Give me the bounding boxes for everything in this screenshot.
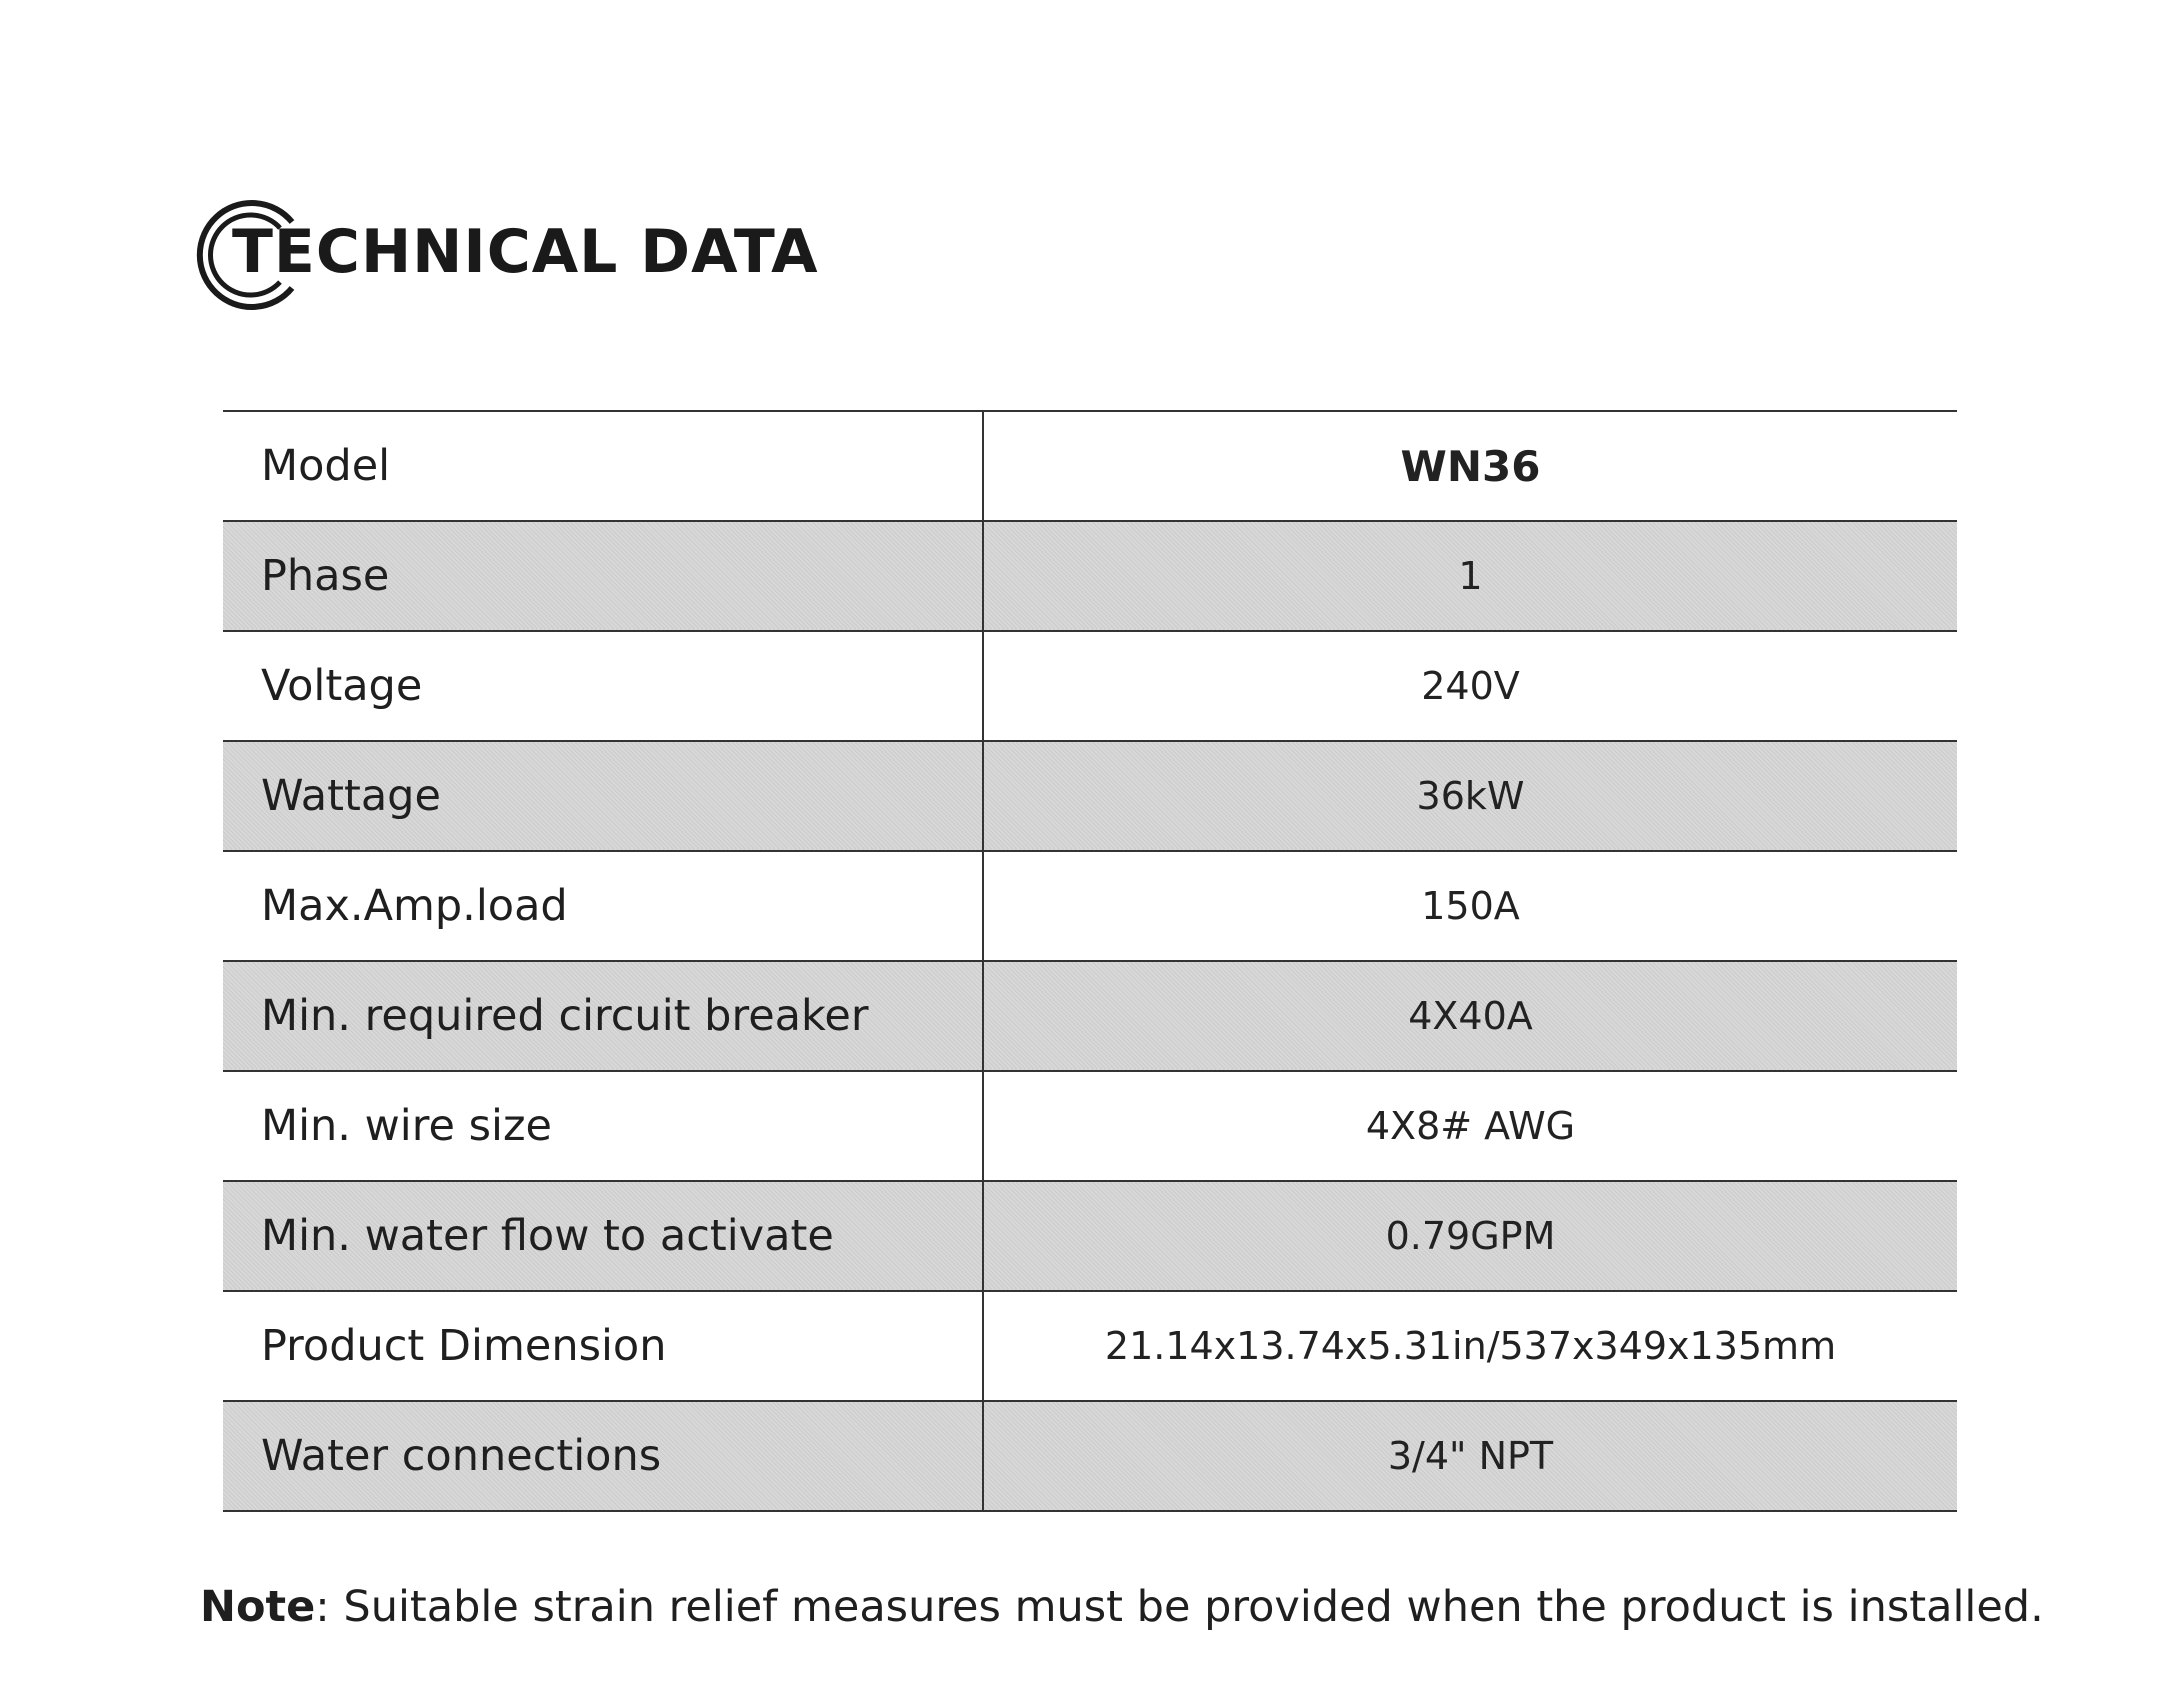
- row-value: 4X40A: [1408, 994, 1533, 1038]
- row-label: Min. wire size: [223, 1071, 983, 1181]
- installation-note: [200, 1582, 2044, 1632]
- row-value: 240V: [1421, 664, 1520, 708]
- row-label: Product Dimension: [223, 1291, 983, 1401]
- table-row-voltage: [223, 631, 1957, 741]
- table-row-model: [223, 411, 1957, 521]
- row-label: Min. water flow to activate: [223, 1181, 983, 1291]
- table-row-wire-size: [223, 1071, 1957, 1181]
- note-text: : Suitable strain relief measures must be provided when the product is installed.: [315, 1582, 2044, 1632]
- table-row-circuit-breaker: [223, 961, 1957, 1071]
- table-row-product-dimension: [223, 1291, 1957, 1401]
- page-title: TECHNICAL DATA: [232, 217, 819, 287]
- row-value: 1: [1458, 554, 1483, 598]
- row-value: 150A: [1421, 884, 1520, 928]
- row-value: 21.14x13.74x5.31in/537x349x135mm: [1104, 1324, 1837, 1368]
- row-value: WN36: [1400, 441, 1541, 491]
- table-row-phase: [223, 521, 1957, 631]
- row-label: Wattage: [223, 741, 983, 851]
- row-label: Min. required circuit breaker: [223, 961, 983, 1071]
- row-value: 4X8# AWG: [1365, 1104, 1576, 1148]
- row-label: Phase: [223, 521, 983, 631]
- table-row-water-flow: [223, 1181, 1957, 1291]
- table-row-wattage: [223, 741, 1957, 851]
- row-value: 36kW: [1416, 774, 1525, 818]
- row-label: Max.Amp.load: [223, 851, 983, 961]
- table-row-max-amp-load: [223, 851, 1957, 961]
- row-label: Water connections: [223, 1401, 983, 1511]
- row-value: 0.79GPM: [1385, 1214, 1556, 1258]
- note-label: Note: [200, 1582, 316, 1632]
- section-heading: [192, 196, 1092, 314]
- row-label: Model: [223, 411, 983, 521]
- row-label: Voltage: [223, 631, 983, 741]
- row-value: 3/4" NPT: [1387, 1434, 1554, 1478]
- table-row-water-connections: [223, 1401, 1957, 1511]
- technical-data-table: [223, 410, 1957, 1512]
